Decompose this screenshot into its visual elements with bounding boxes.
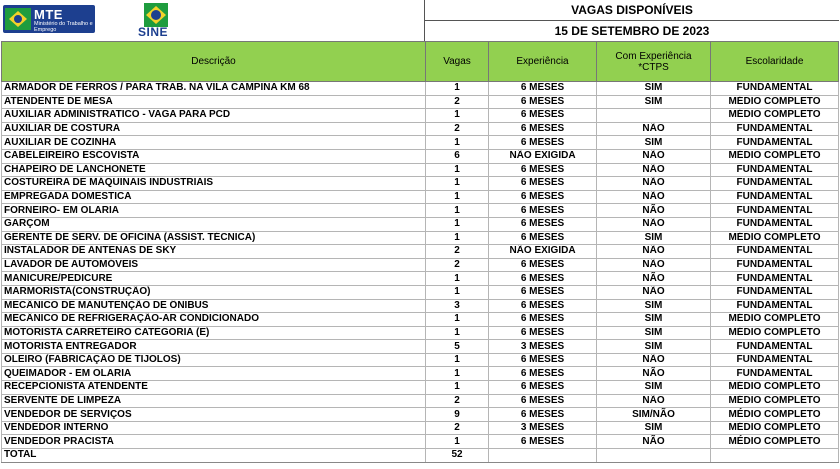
description-cell: OLEIRO (FABRICAÇÃO DE TIJOLOS) xyxy=(2,353,426,367)
page-title: VAGAS DISPONÍVEIS xyxy=(425,0,839,21)
experience-cell: 6 MESES xyxy=(489,95,597,109)
ctps-cell: NÃO xyxy=(597,122,711,136)
vacancies-cell: 1 xyxy=(426,285,489,299)
vacancies-cell: 2 xyxy=(426,394,489,408)
table-row xyxy=(2,258,839,272)
education-cell: FUNDAMENTAL xyxy=(711,245,839,259)
table-row xyxy=(2,136,839,150)
description-cell: QUEIMADOR - EM OLARIA xyxy=(2,367,426,381)
education-cell: MÉDIO COMPLETO xyxy=(711,231,839,245)
table-row xyxy=(2,163,839,177)
description-cell: ATENDENTE DE MESA xyxy=(2,95,426,109)
table-row xyxy=(2,299,839,313)
ctps-cell: NÃO xyxy=(597,353,711,367)
table-row xyxy=(2,340,839,354)
experience-cell: 6 MESES xyxy=(489,285,597,299)
mte-logo xyxy=(3,5,95,33)
vacancies-cell: 2 xyxy=(426,421,489,435)
experience-cell: 6 MESES xyxy=(489,136,597,150)
experience-cell: 6 MESES xyxy=(489,408,597,422)
education-cell: FUNDAMENTAL xyxy=(711,299,839,313)
education-cell: FUNDAMENTAL xyxy=(711,340,839,354)
education-cell: FUNDAMENTAL xyxy=(711,190,839,204)
description-cell: MECÂNICO DE MANUTENÇÃO DE ÔNIBUS xyxy=(2,299,426,313)
vacancies-cell: 5 xyxy=(426,340,489,354)
ctps-cell: SIM xyxy=(597,340,711,354)
experience-cell: 6 MESES xyxy=(489,190,597,204)
experience-cell: 6 MESES xyxy=(489,272,597,286)
table-row xyxy=(2,109,839,123)
experience-cell: 6 MESES xyxy=(489,163,597,177)
vacancies-cell: 1 xyxy=(426,163,489,177)
ctps-cell xyxy=(597,109,711,123)
vacancies-cell: 1 xyxy=(426,217,489,231)
education-cell: MÉDIO COMPLETO xyxy=(711,408,839,422)
table-row xyxy=(2,149,839,163)
education-cell: MÉDIO COMPLETO xyxy=(711,95,839,109)
description-cell: VENDEDOR DE SERVIÇOS xyxy=(2,408,426,422)
description-cell: EMPREGADA DOMESTICA xyxy=(2,190,426,204)
vacancies-cell: 1 xyxy=(426,435,489,449)
education-cell: FUNDAMENTAL xyxy=(711,353,839,367)
description-cell: VENDEDOR INTERNO xyxy=(2,421,426,435)
description-cell: AUXILIAR DE COZINHA xyxy=(2,136,426,150)
vacancies-cell: 3 xyxy=(426,299,489,313)
ctps-cell: SIM xyxy=(597,136,711,150)
page-header xyxy=(0,0,840,41)
description-cell: INSTALADOR DE ANTENAS DE SKY xyxy=(2,245,426,259)
table-row xyxy=(2,367,839,381)
ctps-cell: NÃO xyxy=(597,435,711,449)
experience-cell: 6 MESES xyxy=(489,204,597,218)
experience-cell: NÃO EXIGIDA xyxy=(489,245,597,259)
experience-cell: 6 MESES xyxy=(489,299,597,313)
vacancies-table xyxy=(1,41,839,463)
description-cell: FORNEIRO- EM OLARIA xyxy=(2,204,426,218)
ctps-cell: NÃO xyxy=(597,163,711,177)
table-row xyxy=(2,95,839,109)
brazil-flag-icon xyxy=(144,3,168,27)
ctps-cell: SIM xyxy=(597,82,711,96)
education-cell: MÉDIO COMPLETO xyxy=(711,435,839,449)
vacancies-cell: 2 xyxy=(426,122,489,136)
total-row xyxy=(2,449,839,463)
education-cell: FUNDAMENTAL xyxy=(711,82,839,96)
vacancies-cell: 1 xyxy=(426,272,489,286)
ctps-cell: NÃO xyxy=(597,177,711,191)
column-header-experience: Experiência xyxy=(489,42,597,82)
vacancies-cell: 6 xyxy=(426,149,489,163)
ctps-cell: NÃO xyxy=(597,204,711,218)
experience-cell: 6 MESES xyxy=(489,109,597,123)
ctps-cell: SIM xyxy=(597,299,711,313)
description-cell: MANICURE/PEDICURE xyxy=(2,272,426,286)
column-header-vacancies: Vagas xyxy=(426,42,489,82)
experience-cell: 3 MESES xyxy=(489,340,597,354)
education-cell: FUNDAMENTAL xyxy=(711,217,839,231)
table-row xyxy=(2,245,839,259)
education-cell: FUNDAMENTAL xyxy=(711,204,839,218)
vacancies-cell: 1 xyxy=(426,326,489,340)
ctps-cell: SIM xyxy=(597,421,711,435)
sine-logo xyxy=(138,3,178,40)
education-cell: FUNDAMENTAL xyxy=(711,122,839,136)
table-row xyxy=(2,122,839,136)
ctps-cell: SIM/NÃO xyxy=(597,408,711,422)
description-cell: CHAPEIRO DE LANCHONETE xyxy=(2,163,426,177)
column-header-ctps: Com Experiência *CTPS xyxy=(597,42,711,82)
ctps-cell: SIM xyxy=(597,95,711,109)
table-row xyxy=(2,231,839,245)
experience-cell: 3 MESES xyxy=(489,421,597,435)
mte-logo-subtitle: Ministério do Trabalho e Emprego xyxy=(34,21,93,33)
experience-cell: 6 MESES xyxy=(489,122,597,136)
education-cell: MÉDIO COMPLETO xyxy=(711,326,839,340)
ctps-cell: NÃO xyxy=(597,149,711,163)
table-row xyxy=(2,177,839,191)
description-cell: MOTORISTA ENTREGADOR xyxy=(2,340,426,354)
description-cell: MOTORISTA CARRETEIRO CATEGORIA (E) xyxy=(2,326,426,340)
experience-cell: 6 MESES xyxy=(489,231,597,245)
experience-cell: 6 MESES xyxy=(489,367,597,381)
brazil-flag-icon xyxy=(5,8,31,30)
table-row xyxy=(2,408,839,422)
page-date: 15 DE SETEMBRO DE 2023 xyxy=(554,24,710,38)
experience-cell: 6 MESES xyxy=(489,82,597,96)
education-cell: MÉDIO COMPLETO xyxy=(711,109,839,123)
description-cell: GERENTE DE SERV. DE OFICINA (ASSIST. TÉCNICA) xyxy=(2,231,426,245)
vacancies-cell: 2 xyxy=(426,258,489,272)
experience-cell: NÃO EXIGIDA xyxy=(489,149,597,163)
education-cell: FUNDAMENTAL xyxy=(711,367,839,381)
description-cell: RECEPCIONISTA ATENDENTE xyxy=(2,381,426,395)
education-cell: FUNDAMENTAL xyxy=(711,177,839,191)
mte-logo-text: MTE xyxy=(34,7,63,22)
vacancies-cell: 1 xyxy=(426,231,489,245)
table-row xyxy=(2,190,839,204)
table-row xyxy=(2,217,839,231)
education-cell: MÉDIO COMPLETO xyxy=(711,394,839,408)
description-cell: GARÇOM xyxy=(2,217,426,231)
vacancies-cell: 2 xyxy=(426,95,489,109)
experience-cell: 6 MESES xyxy=(489,394,597,408)
education-cell: MÉDIO COMPLETO xyxy=(711,313,839,327)
table-row xyxy=(2,421,839,435)
education-cell: FUNDAMENTAL xyxy=(711,272,839,286)
description-cell: SERVENTE DE LIMPEZA xyxy=(2,394,426,408)
education-cell: FUNDAMENTAL xyxy=(711,258,839,272)
vacancies-cell: 1 xyxy=(426,82,489,96)
ctps-cell: SIM xyxy=(597,231,711,245)
experience-cell: 6 MESES xyxy=(489,326,597,340)
table-row xyxy=(2,82,839,96)
sine-logo-text: SINE xyxy=(138,25,169,39)
vacancies-cell: 9 xyxy=(426,408,489,422)
experience-cell: 6 MESES xyxy=(489,258,597,272)
experience-cell: 6 MESES xyxy=(489,313,597,327)
vacancies-cell: 1 xyxy=(426,109,489,123)
education-cell: MÉDIO COMPLETO xyxy=(711,381,839,395)
vacancies-cell: 1 xyxy=(426,353,489,367)
ctps-cell: NÃO xyxy=(597,245,711,259)
table-row xyxy=(2,381,839,395)
table-header-row xyxy=(2,42,839,82)
ctps-cell: NÃO xyxy=(597,367,711,381)
description-cell: COSTUREIRA DE MÁQUINAIS INDUSTRIAIS xyxy=(2,177,426,191)
vacancies-cell: 1 xyxy=(426,381,489,395)
table-row xyxy=(2,394,839,408)
table-row xyxy=(2,353,839,367)
vacancies-cell: 1 xyxy=(426,136,489,150)
vacancies-cell: 1 xyxy=(426,367,489,381)
table-row xyxy=(2,204,839,218)
ctps-cell: NÃO xyxy=(597,258,711,272)
ctps-cell: NÃO xyxy=(597,272,711,286)
column-header-description: Descrição xyxy=(2,42,426,82)
education-cell: MÉDIO COMPLETO xyxy=(711,149,839,163)
table-row xyxy=(2,313,839,327)
table-row xyxy=(2,285,839,299)
table-row xyxy=(2,435,839,449)
column-header-education: Escolaridade xyxy=(711,42,839,82)
description-cell: MECÂNICO DE REFRIGERAÇÃO-AR CONDICIONADO xyxy=(2,313,426,327)
ctps-cell: NÃO xyxy=(597,285,711,299)
vacancies-cell: 1 xyxy=(426,204,489,218)
education-cell: MÉDIO COMPLETO xyxy=(711,421,839,435)
ctps-cell: NÃO xyxy=(597,217,711,231)
ctps-cell: SIM xyxy=(597,326,711,340)
description-cell: AUXILIAR ADMINISTRATICO - VAGA PARA PCD xyxy=(2,109,426,123)
total-label: TOTAL xyxy=(2,449,426,463)
ctps-cell: SIM xyxy=(597,313,711,327)
description-cell: LAVADOR DE AUTOMÓVEIS xyxy=(2,258,426,272)
experience-cell: 6 MESES xyxy=(489,217,597,231)
vacancies-cell: 1 xyxy=(426,177,489,191)
experience-cell: 6 MESES xyxy=(489,177,597,191)
description-cell: ARMADOR DE FERROS / PARA TRAB. NA VILA CAMPINA KM 68 xyxy=(2,82,426,96)
table-body xyxy=(2,82,839,449)
description-cell: MARMORISTA(CONSTRUÇÃO) xyxy=(2,285,426,299)
vacancies-cell: 1 xyxy=(426,313,489,327)
description-cell: VENDEDOR PRACISTA xyxy=(2,435,426,449)
experience-cell: 6 MESES xyxy=(489,381,597,395)
title-box xyxy=(424,0,839,41)
table-row xyxy=(2,272,839,286)
experience-cell: 6 MESES xyxy=(489,353,597,367)
ctps-cell: NÃO xyxy=(597,190,711,204)
ctps-cell: NÃO xyxy=(597,394,711,408)
vacancies-cell: 2 xyxy=(426,245,489,259)
description-cell: CABELEIREIRO ESCOVISTA xyxy=(2,149,426,163)
experience-cell: 6 MESES xyxy=(489,435,597,449)
education-cell: FUNDAMENTAL xyxy=(711,285,839,299)
ctps-cell: SIM xyxy=(597,381,711,395)
table-row xyxy=(2,326,839,340)
vacancies-cell: 1 xyxy=(426,190,489,204)
education-cell: FUNDAMENTAL xyxy=(711,163,839,177)
logo-area xyxy=(0,0,424,41)
education-cell: FUNDAMENTAL xyxy=(711,136,839,150)
description-cell: AUXILIAR DE COSTURA xyxy=(2,122,426,136)
total-value: 52 xyxy=(426,449,489,463)
